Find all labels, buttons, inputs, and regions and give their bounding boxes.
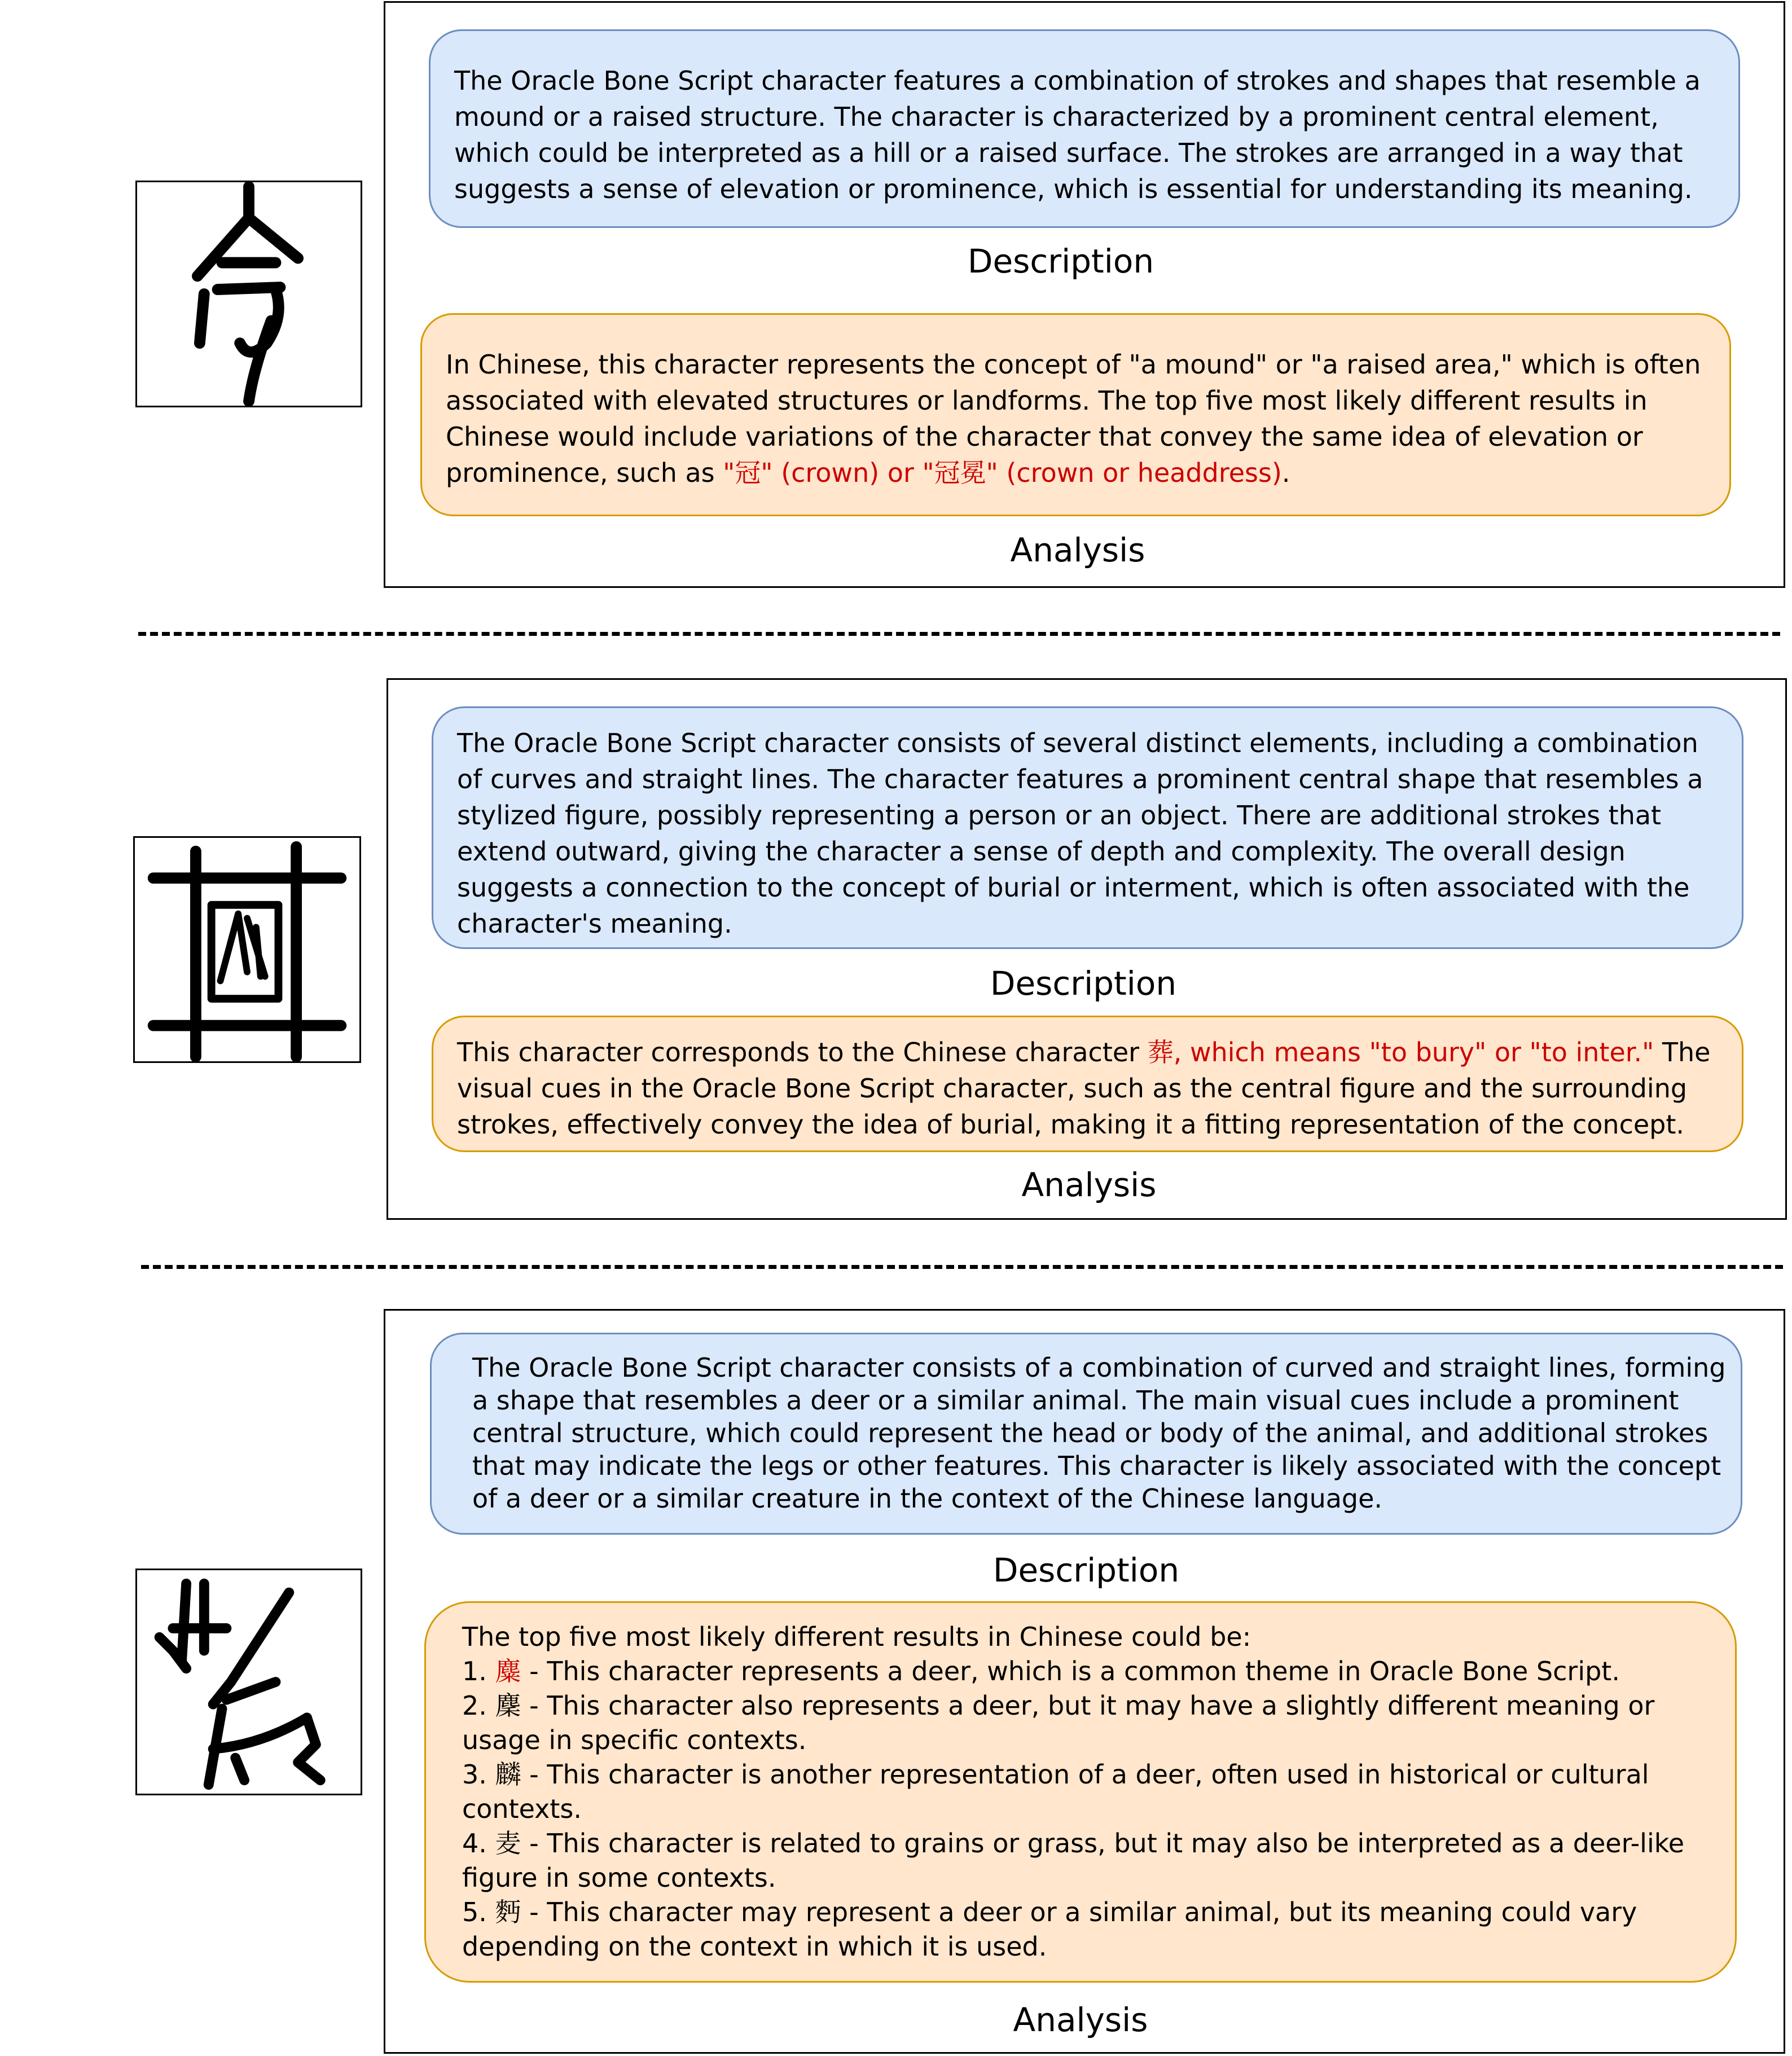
analysis-list-item bbox=[462, 1689, 1712, 1758]
list-item-text: - This character also represents a deer, but it may have a slightly different meaning or usage in specific contexts. bbox=[462, 1690, 1655, 1755]
analysis-box-1 bbox=[420, 313, 1731, 516]
analysis-caption-1: Analysis bbox=[1010, 531, 1145, 569]
list-item-number: 1. bbox=[462, 1656, 495, 1686]
oracle-character-image-1 bbox=[135, 181, 362, 407]
analysis-text-1: In Chinese, this character represents the concept of "a mound" or "a raised area," which is often associated with elevated structures or landforms. The top five most likely different results in Chinese would include variations of the character that convey the same idea of elevation or prominence, such as bbox=[446, 349, 1701, 488]
analysis-box-2 bbox=[432, 1016, 1743, 1152]
oracle-character-image-3 bbox=[135, 1569, 362, 1795]
description-caption-3: Description bbox=[992, 1551, 1180, 1589]
analysis-highlight-2: 葬, which means "to bury" or "to inter." bbox=[1147, 1037, 1654, 1067]
description-caption-1: Description bbox=[967, 242, 1154, 280]
analysis-list-item bbox=[462, 1826, 1712, 1895]
list-item-text: - This character may represent a deer or a similar animal, but its meaning could vary depending on the context in which it is used. bbox=[462, 1897, 1637, 1962]
oracle-character-image-2 bbox=[133, 836, 361, 1063]
description-box-2 bbox=[432, 706, 1743, 949]
list-item-text: - This character is related to grains or grass, but it may also be interpreted as a deer-like figure in some contexts. bbox=[462, 1828, 1685, 1893]
list-item-character: 麟 bbox=[495, 1759, 521, 1790]
analysis-caption-2: Analysis bbox=[1021, 1166, 1157, 1204]
list-item-character: 麪 bbox=[495, 1897, 521, 1927]
section-divider-1 bbox=[138, 632, 1780, 636]
list-item-text: - This character is another representation of a deer, often used in historical or cultural contexts. bbox=[462, 1759, 1649, 1824]
oracle-glyph-mound bbox=[137, 182, 361, 406]
section-divider-2 bbox=[141, 1265, 1783, 1269]
list-item-character: 麋 bbox=[495, 1656, 521, 1686]
list-item-number: 2. bbox=[462, 1690, 495, 1721]
list-item-number: 5. bbox=[462, 1897, 495, 1927]
oracle-glyph-burial bbox=[135, 838, 359, 1061]
analysis-list-item bbox=[462, 1758, 1712, 1826]
analysis-highlight-1: "冠" (crown) or "冠冕" (crown or headdress) bbox=[723, 458, 1282, 488]
list-item-number: 3. bbox=[462, 1759, 495, 1790]
description-text-1: The Oracle Bone Script character features a combination of strokes and shapes that resemble a mound or a raised structure. The character is characterized by a prominent central element, which could be interpreted as a hill or a raised surface. The strokes are arranged in a way that suggests a sense of elevation or prominence, which is essential for understanding its meaning. bbox=[454, 65, 1701, 204]
analysis-text-2: This character corresponds to the Chinese character bbox=[457, 1037, 1148, 1067]
list-item-character: 麇 bbox=[495, 1690, 521, 1721]
analysis-list-item bbox=[462, 1654, 1712, 1689]
list-item-character: 麦 bbox=[495, 1828, 521, 1859]
analysis-caption-3: Analysis bbox=[1013, 2001, 1148, 2039]
description-box-1 bbox=[429, 29, 1740, 228]
list-item-text: - This character represents a deer, which is a common theme in Oracle Bone Script. bbox=[521, 1656, 1620, 1686]
analysis-box-3 bbox=[424, 1601, 1737, 1983]
analysis-tail-2: The visual cues in the Oracle Bone Script character, such as the central figure and the surrounding strokes, effectively convey the idea of burial, making it a fitting representation of the concept. bbox=[457, 1037, 1711, 1140]
analysis-tail-1: . bbox=[1281, 458, 1290, 488]
analysis-list-item bbox=[462, 1895, 1712, 1964]
analysis-intro-3: The top five most likely different results in Chinese could be: bbox=[462, 1622, 1251, 1652]
list-item-number: 4. bbox=[462, 1828, 495, 1859]
description-text-3: The Oracle Bone Script character consists of a combination of curved and straight lines, forming a shape that resembles a deer or a similar animal. The main visual cues include a prominent central structure, which could represent the head or body of the animal, and additional strokes that may indicate the legs or other features. This character is likely associated with the concept of a deer or a similar creature in the context of the Chinese language. bbox=[472, 1352, 1726, 1514]
description-text-2: The Oracle Bone Script character consists of several distinct elements, including a combination of curves and straight lines. The character features a prominent central shape that resembles a stylized figure, possibly representing a person or an object. There are additional strokes that extend outward, giving the character a sense of depth and complexity. The overall design suggests a connection to the concept of burial or interment, which is often associated with the character's meaning. bbox=[457, 728, 1703, 939]
description-box-3 bbox=[430, 1333, 1742, 1535]
description-caption-2: Description bbox=[990, 964, 1177, 1003]
oracle-glyph-deer bbox=[137, 1570, 361, 1794]
